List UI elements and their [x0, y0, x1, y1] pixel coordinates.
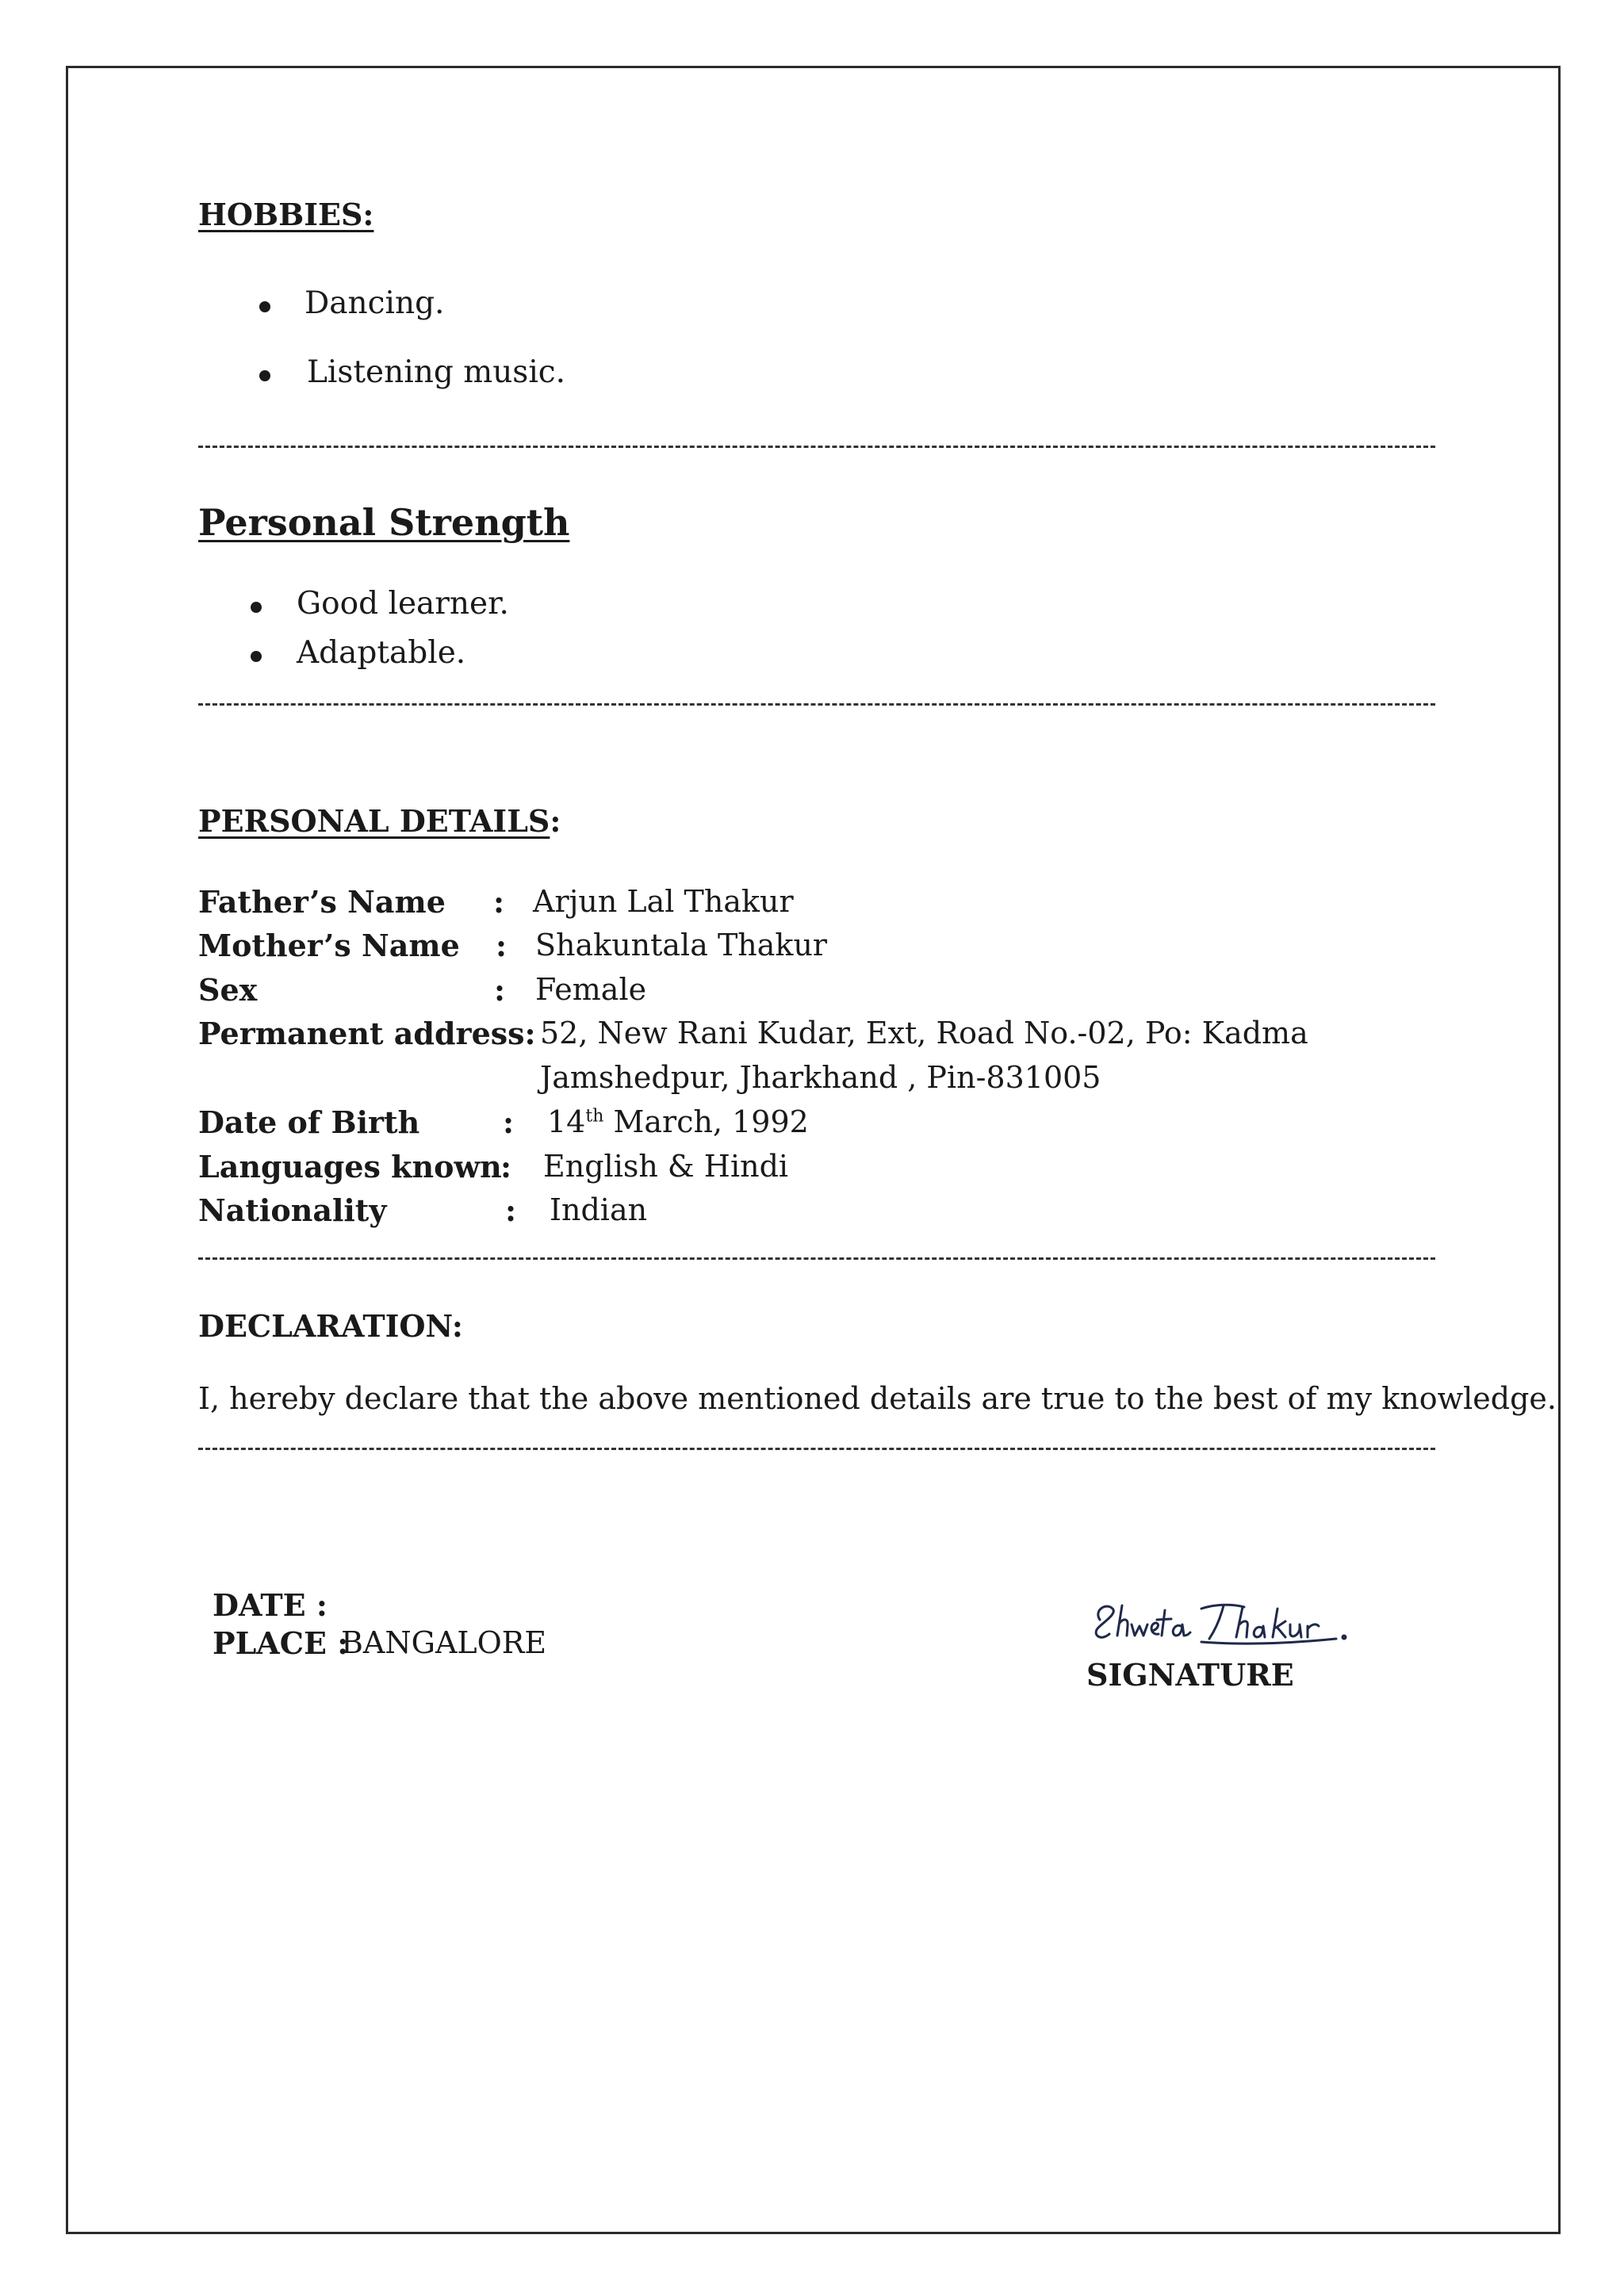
place-value: BANGALORE: [341, 1625, 547, 1660]
nationality-value: Indian: [550, 1192, 648, 1227]
nationality-colon: :: [505, 1192, 517, 1228]
signature-image: [1082, 1590, 1360, 1653]
address-value-line1: 52, New Rani Kudar, Ext, Road No.-02, Po: Kadma: [540, 1016, 1308, 1050]
sex-value: Female: [535, 972, 647, 1007]
address-label: Permanent address:: [198, 1016, 536, 1051]
strength-item: Adaptable.: [297, 635, 466, 671]
languages-colon: :: [500, 1149, 512, 1184]
bullet-icon: [259, 370, 270, 381]
bullet-icon: [251, 602, 262, 613]
mother-name-value: Shakuntala Thakur: [535, 928, 828, 962]
sex-label: Sex: [198, 972, 258, 1008]
dob-label: Date of Birth: [198, 1104, 420, 1140]
address-value-line2: Jamshedpur, Jharkhand , Pin-831005: [540, 1060, 1101, 1095]
languages-value: English & Hindi: [543, 1149, 789, 1184]
father-name-value: Arjun Lal Thakur: [533, 884, 794, 919]
mother-name-colon: :: [496, 928, 508, 963]
section-divider: [198, 1257, 1435, 1260]
personal-details-heading: PERSONAL DETAILS:: [198, 803, 561, 839]
hobby-item: Dancing.: [304, 285, 445, 321]
bullet-icon: [259, 301, 270, 312]
declaration-heading: DECLARATION:: [198, 1308, 463, 1344]
bullet-icon: [251, 651, 262, 662]
date-label: DATE :: [213, 1587, 327, 1623]
dob-value: 14th March, 1992: [547, 1104, 809, 1139]
place-label: PLACE :: [213, 1625, 349, 1661]
declaration-text: I, hereby declare that the above mentioned details are true to the best of my knowledge.: [198, 1381, 1557, 1416]
mother-name-label: Mother’s Name: [198, 928, 460, 963]
father-name-label: Father’s Name: [198, 884, 446, 920]
sex-colon: :: [494, 972, 506, 1008]
section-divider: [198, 1448, 1435, 1450]
languages-label: Languages known: [198, 1149, 502, 1184]
nationality-label: Nationality: [198, 1192, 387, 1228]
section-divider: [198, 703, 1435, 706]
signature-label: SIGNATURE: [1086, 1657, 1294, 1693]
hobbies-heading: HOBBIES:: [198, 197, 374, 232]
section-divider: [198, 446, 1435, 448]
father-name-colon: :: [493, 884, 505, 920]
strength-heading: Personal Strength: [198, 501, 570, 544]
hobby-item: Listening music.: [307, 354, 566, 390]
strength-item: Good learner.: [297, 586, 509, 622]
dob-colon: :: [503, 1104, 515, 1140]
